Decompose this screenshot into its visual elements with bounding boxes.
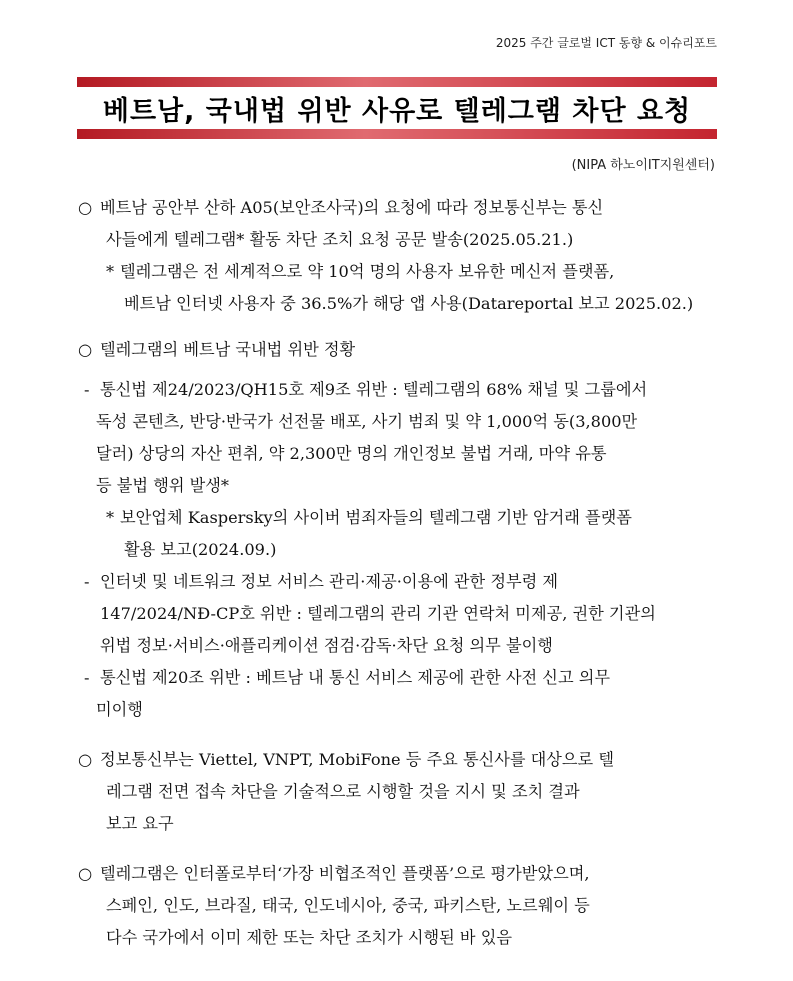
source-credit: (NIPA 하노이IT지원센터) bbox=[571, 158, 715, 173]
spacer bbox=[78, 726, 718, 744]
section-4-line-1 bbox=[78, 858, 718, 890]
page-title: 베트남, 국내법 위반 사유로 텔레그램 차단 요청 bbox=[102, 96, 692, 127]
spacer bbox=[78, 366, 718, 374]
section-2-note-1 bbox=[78, 502, 718, 534]
section-1-note-text-1: 텔레그램은 전 세계적으로 약 10억 명의 사용자 보유한 메신저 플랫폼, bbox=[120, 262, 615, 281]
section-2-note-2: 활용 보고(2024.09.) bbox=[124, 540, 277, 559]
section-1-text-1: 베트남 공안부 산하 A05(보안조사국)의 요청에 따라 정보통신부는 통신 bbox=[100, 198, 604, 217]
report-body bbox=[78, 192, 718, 954]
title-bottom-bar bbox=[77, 129, 717, 139]
section-2-dash-2-line-1 bbox=[78, 566, 718, 598]
report-header-label: 2025 주간 글로벌 ICT 동향 & 이슈리포트 bbox=[495, 36, 717, 50]
section-3-text-1: 정보통신부는 Viettel, VNPT, MobiFone 등 주요 통신사를 대상으로 텔 bbox=[100, 750, 614, 769]
spacer bbox=[78, 320, 718, 334]
asterisk-icon: * bbox=[106, 508, 115, 527]
section-3-line-2: 레그램 전면 접속 차단을 기술적으로 시행할 것을 지시 및 조치 결과 bbox=[106, 782, 580, 801]
section-4-line-3: 다수 국가에서 이미 제한 또는 차단 조치가 시행된 바 있음 bbox=[106, 928, 512, 947]
section-2-note-text-1: 보안업체 Kaspersky의 사이버 범죄자들의 텔레그램 기반 암거래 플랫폼 bbox=[120, 508, 632, 527]
dash-bullet-icon: - bbox=[84, 668, 90, 687]
dash-bullet-icon: - bbox=[84, 380, 90, 399]
section-1-note-1 bbox=[78, 256, 718, 288]
circle-bullet-icon: ○ bbox=[78, 198, 93, 217]
section-3-line-1 bbox=[78, 744, 718, 776]
section-1-note-2: 베트남 인터넷 사용자 중 36.5%가 해당 앱 사용(Datareportal 보고 2025.02.) bbox=[124, 294, 694, 313]
section-2-dash-1-line-2: 독성 콘텐츠, 반당·반국가 선전물 배포, 사기 범죄 및 약 1,000억 동(3,800만 bbox=[96, 412, 638, 431]
section-2-dash-1-line-4: 등 불법 행위 발생* bbox=[96, 476, 229, 495]
section-2-dash-2-text-1: 인터넷 및 네트워크 정보 서비스 관리·제공·이용에 관한 정부령 제 bbox=[100, 572, 559, 591]
spacer bbox=[78, 840, 718, 858]
section-2-dash-3-text-1: 통신법 제20조 위반 : 베트남 내 통신 서비스 제공에 관한 사전 신고 의무 bbox=[100, 668, 610, 687]
section-1-line-2: 사들에게 텔레그램* 활동 차단 조치 요청 공문 발송(2025.05.21.) bbox=[106, 230, 574, 249]
section-2-dash-3-line-2: 미이행 bbox=[96, 700, 143, 719]
section-2-dash-3-line-1 bbox=[78, 662, 718, 694]
section-1-line-1 bbox=[78, 192, 718, 224]
dash-bullet-icon: - bbox=[84, 572, 90, 591]
circle-bullet-icon: ○ bbox=[78, 750, 93, 769]
circle-bullet-icon: ○ bbox=[78, 864, 93, 883]
section-4-text-1: 텔레그램은 인터폴로부터‘가장 비협조적인 플랫폼’으로 평가받았으며, bbox=[100, 864, 590, 883]
section-2-dash-2-line-3: 위법 정보·서비스·애플리케이션 점검·감독·차단 요청 의무 불이행 bbox=[100, 636, 553, 655]
section-4-line-2: 스페인, 인도, 브라질, 태국, 인도네시아, 중국, 파키스탄, 노르웨이 등 bbox=[106, 896, 590, 915]
section-2-heading-text: 텔레그램의 베트남 국내법 위반 정황 bbox=[100, 340, 356, 359]
asterisk-icon: * bbox=[106, 262, 115, 281]
section-2-heading bbox=[78, 334, 718, 366]
section-2-dash-1-line-3: 달러) 상당의 자산 편취, 약 2,300만 명의 개인정보 불법 거래, 마약 유통 bbox=[96, 444, 607, 463]
section-2-dash-1-line-1 bbox=[78, 374, 718, 406]
section-2-dash-1-text-1: 통신법 제24/2023/QH15호 제9조 위반 : 텔레그램의 68% 채널 및 그룹에서 bbox=[100, 380, 648, 399]
section-2-dash-2-line-2: 147/2024/NĐ-CP호 위반 : 텔레그램의 관리 기관 연락처 미제공, 권한 기관의 bbox=[100, 604, 656, 623]
title-banner bbox=[77, 77, 717, 139]
title-top-bar bbox=[77, 77, 717, 87]
circle-bullet-icon: ○ bbox=[78, 340, 93, 359]
section-3-line-3: 보고 요구 bbox=[106, 814, 174, 833]
